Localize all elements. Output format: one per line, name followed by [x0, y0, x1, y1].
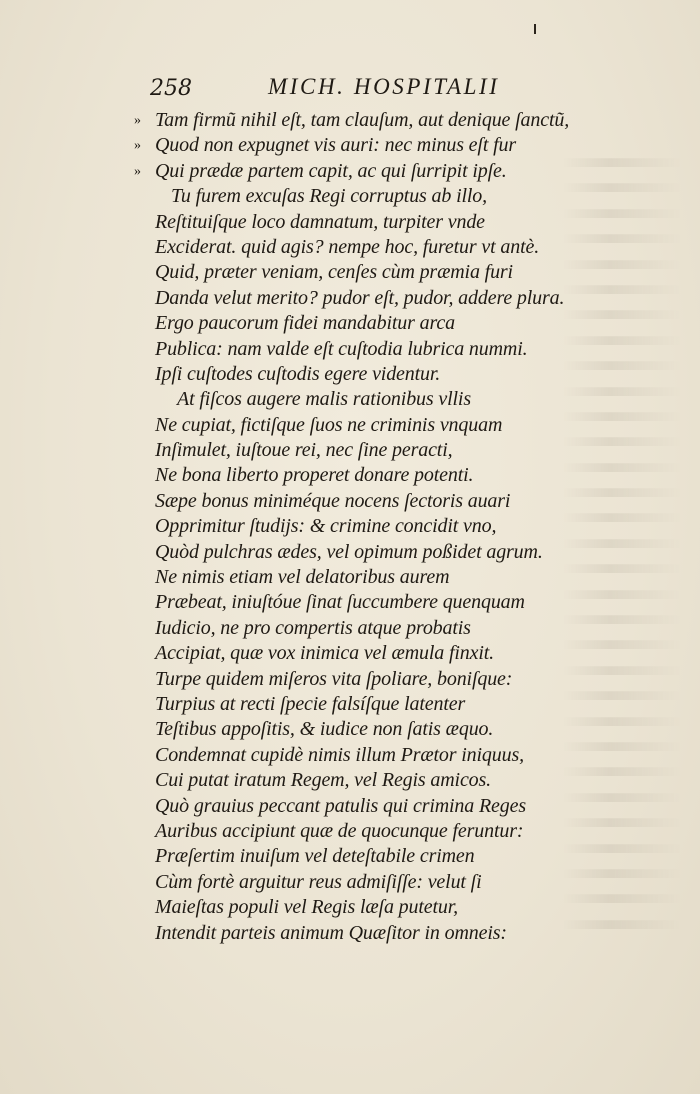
verse-line	[0, 641, 700, 666]
verse-text: Quò grauius peccant patulis qui crimina Reges	[155, 794, 526, 817]
verse-line	[0, 159, 700, 184]
verse-line	[0, 362, 700, 387]
verse-line	[0, 286, 700, 311]
verse-text: Præbeat, iniuſtóue ſinat ſuccumbere quenquam	[155, 591, 525, 614]
verse-line	[0, 921, 700, 946]
page-header	[150, 74, 550, 108]
verse-text: Præſertim inuiſum vel deteſtabile crimen	[155, 845, 475, 868]
verse-text: Danda velut merito? pudor eſt, pudor, addere plura.	[155, 286, 565, 309]
verse-line	[0, 489, 700, 514]
verse-line	[0, 565, 700, 590]
page-number: 258	[150, 76, 192, 101]
verse-text: Inſimulet, iuſtoue rei, nec ſine peracti,	[155, 439, 453, 462]
verse-line	[0, 108, 700, 133]
verse-block	[0, 108, 700, 946]
verse-text: Reſtituiſque loco damnatum, turpiter vnde	[155, 210, 485, 233]
verse-text: Maieſtas populi vel Regis læſa putetur,	[155, 896, 459, 919]
verse-line	[0, 413, 700, 438]
verse-text: Turpius at recti ſpecie falsíſque latenter	[155, 692, 466, 715]
verse-text: Ne bona liberto properet donare potenti.	[155, 464, 474, 487]
verse-text: Accipiat, quæ vox inimica vel æmula finxit.	[155, 642, 495, 665]
verse-text: Intendit parteis animum Quæſitor in omneis:	[155, 921, 507, 944]
verse-text: Condemnat cupidè nimis illum Prætor iniquus,	[155, 743, 524, 766]
verse-text: Exciderat. quid agis? nempe hoc, furetur vt antè.	[155, 235, 540, 258]
verse-text: Ne nimis etiam vel delatoribus aurem	[155, 566, 450, 589]
ink-mark	[534, 24, 536, 34]
verse-text: Tu furem excuſas Regi corruptus ab illo,	[171, 185, 488, 208]
verse-line	[0, 743, 700, 768]
verse-text: Qui prædæ partem capit, ac qui ſurripit ipſe.	[155, 159, 507, 182]
verse-text: Iudicio, ne pro compertis atque probatis	[155, 616, 471, 639]
verse-text: Quid, præter veniam, cenſes cùm præmia furi	[155, 261, 513, 284]
verse-line	[0, 235, 700, 260]
verse-line	[0, 768, 700, 793]
verse-line	[0, 819, 700, 844]
verse-line	[0, 870, 700, 895]
verse-line	[0, 184, 700, 209]
quotation-mark: »	[134, 138, 141, 154]
verse-text: Publica: nam valde eſt cuſtodia lubrica nummi.	[155, 337, 528, 360]
verse-text: At fiſcos augere malis rationibus vllis	[177, 388, 471, 411]
verse-text: Auribus accipiunt quæ de quocunque feruntur:	[155, 819, 524, 842]
running-head: MICH. HOSPITALII	[268, 74, 500, 99]
verse-text: Ipſi cuſtodes cuſtodis egere videntur.	[155, 362, 441, 385]
verse-line	[0, 438, 700, 463]
verse-text: Turpe quidem miſeros vita ſpoliare, boniſque:	[155, 667, 513, 690]
verse-line	[0, 895, 700, 920]
verse-text: Ne cupiat, fictiſque ſuos ne criminis vnquam	[155, 413, 503, 436]
verse-line	[0, 387, 700, 412]
verse-line	[0, 514, 700, 539]
verse-line	[0, 616, 700, 641]
verse-line	[0, 692, 700, 717]
verse-line	[0, 337, 700, 362]
quotation-mark: »	[134, 163, 141, 179]
verse-text: Ergo paucorum fidei mandabitur arca	[155, 312, 455, 335]
verse-text: Quod non expugnet vis auri: nec minus eſt fur	[155, 134, 516, 157]
verse-line	[0, 794, 700, 819]
verse-line	[0, 463, 700, 488]
verse-line	[0, 133, 700, 158]
verse-text: Teſtibus appoſitis, & iudice non ſatis æquo.	[155, 718, 494, 741]
verse-text: Quòd pulchras ædes, vel opimum poßidet agrum.	[155, 540, 543, 563]
verse-line	[0, 590, 700, 615]
verse-text: Sæpe bonus miniméque nocens ſectoris auari	[155, 489, 511, 512]
verse-text: Cui putat iratum Regem, vel Regis amicos.	[155, 769, 492, 792]
verse-line	[0, 210, 700, 235]
verse-text: Cùm fortè arguitur reus admiſiſſe: velut ſi	[155, 870, 482, 893]
verse-line	[0, 260, 700, 285]
verse-line	[0, 311, 700, 336]
verse-line	[0, 667, 700, 692]
verse-text: Opprimitur ſtudijs: & crimine concidit vno,	[155, 515, 497, 538]
verse-line	[0, 844, 700, 869]
verse-line	[0, 717, 700, 742]
quotation-mark: »	[134, 113, 141, 128]
verse-line	[0, 540, 700, 565]
verse-text: Tam firmũ nihil eſt, tam clauſum, aut denique ſanctũ,	[155, 109, 570, 131]
